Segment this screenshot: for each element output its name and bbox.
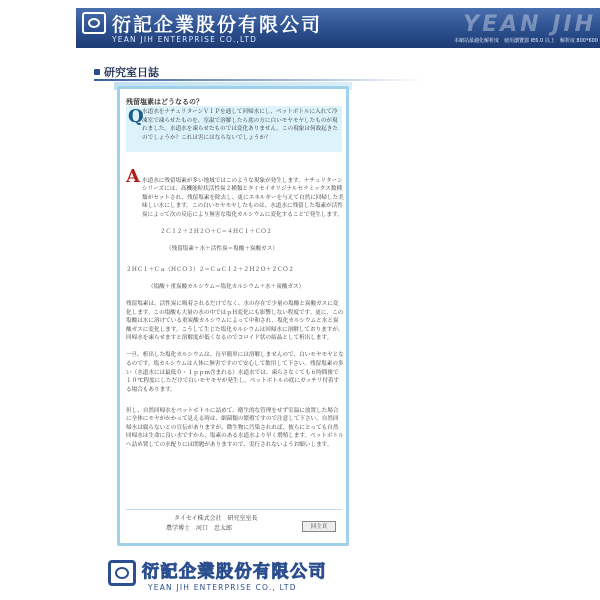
header-company-name: 衍記企業股份有限公司: [112, 14, 323, 36]
answer-paragraph-2: 残留塩素は、活性炭に吸着されるだけでなく、水の存在で少量の塩酸と炭酸ガスに変化します。この塩酸も大量の水の中ではｐＨ変化にも影響しない程度です。更に、この塩酸は水に溶けている重炭酸カルシウムによって中和され、塩化カルシウムと水と炭酸ガスに変化します。こうして生じた塩化カルシウムは回帰水に溶解しておりますが、回帰水を凍らせますと溶解度が低くなるのでコロイド状の結晶として析出します。: [126, 301, 344, 342]
formula-1: ２ＣＩ２＋２Ｈ２Ｏ＋Ｃ＝４ＨＣＩ＋ＣＯ２: [160, 228, 272, 235]
section-title-text: 研究室日誌: [104, 66, 159, 79]
formula-1-note: （残留塩素＋水＋活性炭＝塩酸＋炭酸ガス）: [166, 245, 278, 252]
question-title: 残留塩素はどうなるの？: [126, 98, 203, 106]
answer-paragraph-3: 一旦、析出した塩化カルシウムは、長早簡単には溶解しませんので、白いモヤモヤとなるのです。塩カルシウムは人体に無害ですので安心して飲用して下さい。残留塩素の多い（水道水には最低０・１ｐｐｍ含まれる）水道水では、凍らさなくても６時間後で１０℃程度にしただけで白いモヤモヤが発生し、ペットボトルの底にガッチリ付着する場合もあります。: [126, 352, 344, 393]
article-panel: [117, 86, 349, 546]
q-letter-icon: Q: [128, 106, 144, 127]
signature-organization: タイセイ株式会社 研究室室長: [174, 515, 258, 522]
signature-divider: [126, 509, 342, 510]
footer-company-name: 衍記企業股份有限公司: [142, 562, 327, 582]
answer-paragraph-1: 水道水に残留塩素が多い地域ではこのような現象が発生します。ナチュリターンシリーズには、高機能粒状活性炭２種類とタイセイオリジナルセラミックス数種類がセットされ、残留塩素を除去し、更にエネルギーを与えて自然に回帰した美味しい水にします。この白いモヤモヤしたものは、水道水に残留した塩素が活性炭によって次の反応により無害な塩化カルシウムに変化することで発生します。: [142, 177, 344, 218]
company-logo-icon: [82, 12, 106, 34]
section-divider: [94, 79, 424, 81]
header-info-text: 本網站最適化解析度 使用瀏覽器 IE6.0 以上 解析度 800*600: [454, 38, 598, 44]
footer-logo-icon: [108, 560, 136, 586]
back-to-home-button[interactable]: 回主頁: [302, 521, 336, 532]
header-company-name-en: YEAN JIH ENTERPRISE CO.,LTD: [112, 35, 258, 44]
answer-paragraph-4: 但し、自然回帰水をペットボトルに詰めて、衛生的な管理をせず室温に放置した場合に全体にモヤがかかって見える時は、細菌類の繁殖ですので注意して下さい。自然回帰水は腐らないとの宣伝がありますが、微生物に汚染されれば、彼らにとっても自然回帰水は生命に良い水ですから、塩素のある水道水より早く増殖します。ペットボトルへ詰め置しての水配りには問題がありますので、実行されないようお願いします。: [126, 407, 344, 448]
question-text: 水道水をナチュリターンＶＩＰを通して回帰水にし、ペットボトルに入れて冷凍室で凍らせたものを、室温で溶解したら底の方に白いモヤモヤしたものが現れました。水道水を凍らせたものでは変化ありません。この現象は何故起きたのでしょうか？これは害にはならないでしょうか？: [142, 109, 338, 141]
header-watermark: YEAN JIH: [463, 12, 596, 37]
answer-body: [126, 168, 344, 458]
a-letter-icon: A: [126, 166, 140, 187]
bullet-icon: [94, 69, 100, 75]
signature-name: 農学博士 河口 忠太郎: [166, 525, 233, 532]
formula-2-note: （塩酸＋重炭酸カルシウム＝塩化カルシウム＋水＋炭酸ガス）: [148, 284, 305, 291]
formula-2: ２ＨＣＩ＋Ｃａ（ＨＣＯ３）２＝ＣａＣＩ２＋２Ｈ２Ｏ＋２ＣＯ２: [126, 267, 294, 274]
header-banner: [76, 8, 600, 48]
section-title: [94, 64, 159, 80]
footer-company-name-en: YEAN JIH ENTERPRISE CO., LTD: [148, 583, 297, 592]
question-box: [126, 106, 342, 152]
